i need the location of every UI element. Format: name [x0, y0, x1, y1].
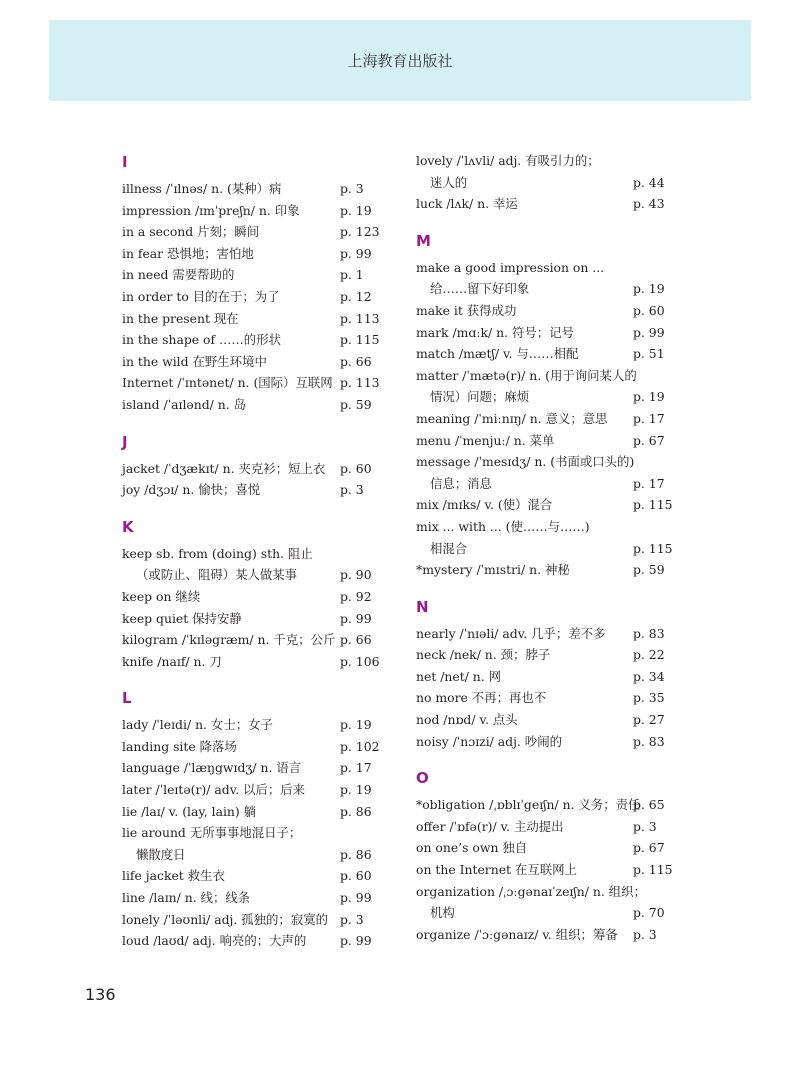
entry-page-ref: p. 83: [633, 625, 665, 641]
entry-term: line /laɪn/ n. 线；线条: [122, 890, 251, 906]
glossary-entry: [122, 543, 380, 565]
entry-term: 信息；消息: [430, 475, 492, 491]
glossary-entry: [416, 687, 678, 709]
entry-term: 相混合: [430, 540, 468, 556]
entry-term: in fear 恐惧地；害怕地: [122, 245, 254, 261]
entry-term: loud /laʊd/ adj. 响亮的；大声的: [122, 933, 307, 949]
glossary-entry: [122, 801, 380, 823]
entry-term: in a second 片刻；瞬间: [122, 224, 260, 240]
glossary-entry: [122, 178, 380, 200]
entry-page-ref: p. 99: [633, 324, 665, 340]
entry-term: keep quiet 保持安静: [122, 610, 242, 626]
entry-page-ref: p. 99: [340, 933, 372, 949]
entry-page-ref: p. 60: [340, 460, 372, 476]
entry-term: illness /ˈɪlnəs/ n. (某种）病: [122, 181, 282, 196]
glossary-entry: [122, 736, 380, 758]
glossary-entry: [416, 451, 678, 473]
glossary-entry: [416, 278, 678, 300]
entry-term: in the present 现在: [122, 310, 239, 326]
entry-term: offer /ˈɒfə(r)/ v. 主动提出: [416, 818, 564, 834]
glossary-entry: [416, 494, 678, 516]
entry-term: on the Internet 在互联网上: [416, 862, 577, 878]
glossary-entry: [122, 394, 380, 416]
section-letter: J: [122, 432, 128, 451]
entry-page-ref: p. 19: [340, 202, 372, 218]
entry-term: lonely /ˈləʊnli/ adj. 孤独的；寂寞的: [122, 911, 328, 927]
entry-term: 迷人的: [430, 174, 468, 190]
glossary-entry: [416, 538, 678, 560]
entry-term: knife /naɪf/ n. 刀: [122, 653, 222, 669]
entry-term: meaning /ˈmiːnɪŋ/ n. 意义；意思: [416, 410, 608, 426]
entry-term: lovely /ˈlʌvli/ adj. 有吸引力的；: [416, 153, 600, 168]
entry-term: message /ˈmesɪdʒ/ n. (书面或口头的): [416, 454, 635, 470]
entry-page-ref: p. 1: [340, 267, 364, 283]
glossary-entry: [122, 351, 380, 373]
entry-page-ref: p. 92: [340, 588, 372, 604]
entry-term: *mystery /ˈmɪstri/ n. 神秘: [416, 562, 570, 578]
entry-term: 给……留下好印象: [430, 281, 530, 297]
entry-page-ref: p. 19: [633, 389, 665, 405]
entry-page-ref: p. 60: [340, 868, 372, 884]
header-banner: [49, 20, 751, 101]
entry-page-ref: p. 17: [633, 475, 665, 491]
glossary-section: [122, 430, 380, 501]
entry-term: （或防止、阻碍）某人做某事: [136, 567, 298, 583]
entry-page-ref: p. 90: [340, 567, 372, 583]
glossary-section: [122, 686, 380, 952]
entry-page-ref: p. 19: [633, 281, 665, 297]
glossary-entry: [416, 322, 678, 344]
glossary-entry: [122, 608, 380, 630]
glossary-entry: [416, 881, 678, 903]
entry-page-ref: p. 113: [340, 310, 380, 326]
entry-page-ref: p. 27: [633, 712, 665, 728]
entry-page-ref: p. 99: [340, 610, 372, 626]
entry-term: lie around 无所事事地混日子；: [122, 825, 302, 841]
glossary-entry: [122, 651, 380, 673]
entry-page-ref: p. 113: [340, 375, 380, 391]
glossary-entry: [416, 257, 678, 279]
glossary-entry: [122, 909, 380, 931]
glossary-entry: [122, 372, 380, 394]
entry-term: 懒散度日: [136, 846, 186, 862]
entry-page-ref: p. 19: [340, 782, 372, 798]
glossary-entry: [122, 714, 380, 736]
entry-term: organize /ˈɔːgənaɪz/ v. 组织；筹备: [416, 926, 618, 942]
entry-term: in need 需要帮助的: [122, 267, 235, 283]
glossary-section: [122, 515, 380, 673]
entry-page-ref: p. 99: [340, 245, 372, 261]
entry-term: in order to 目的在于；为了: [122, 288, 280, 304]
glossary-entry: [416, 859, 678, 881]
glossary-section: [122, 150, 380, 416]
entry-page-ref: p. 35: [633, 690, 665, 706]
glossary-entry: [416, 902, 678, 924]
glossary-entry: [122, 329, 380, 351]
entry-term: keep sb. from (doing) sth. 阻止: [122, 545, 313, 561]
section-letter: O: [416, 769, 429, 788]
entry-page-ref: p. 22: [633, 647, 665, 663]
entry-page-ref: p. 106: [340, 653, 380, 669]
entry-term: 机构: [430, 905, 455, 921]
entry-page-ref: p. 17: [633, 410, 665, 426]
glossary-column-right: [416, 150, 678, 945]
entry-term: noisy /ˈnɔɪzi/ adj. 吵闹的: [416, 733, 562, 749]
entry-term: in the shape of ……的形状: [122, 332, 281, 348]
entry-page-ref: p. 66: [340, 353, 372, 369]
glossary-entry: [416, 150, 678, 172]
entry-term: life jacket 救生衣: [122, 868, 225, 884]
entry-page-ref: p. 102: [340, 738, 380, 754]
entry-term: make a good impression on ...: [416, 259, 605, 275]
entry-term: make it 获得成功: [416, 302, 517, 318]
glossary-entry: [416, 623, 678, 645]
entry-term: no more 不再；再也不: [416, 690, 547, 706]
section-letter: I: [122, 153, 128, 171]
glossary-entry: [122, 264, 380, 286]
section-letter: L: [122, 689, 132, 708]
entry-page-ref: p. 115: [633, 497, 673, 513]
entry-page-ref: p. 12: [340, 288, 372, 304]
entry-term: matter /ˈmætə(r)/ n. (用于询问某人的: [416, 367, 637, 383]
entry-term: jacket /ˈdʒækɪt/ n. 夹克衫；短上衣: [122, 460, 326, 476]
entry-page-ref: p. 60: [633, 302, 665, 318]
entry-page-ref: p. 43: [633, 196, 665, 212]
section-letter: M: [416, 231, 431, 250]
entry-term: net /net/ n. 网: [416, 668, 502, 684]
entry-term: neck /nek/ n. 颈；脖子: [416, 647, 551, 663]
glossary-entry: [416, 516, 678, 538]
glossary-section: [416, 229, 678, 581]
glossary-entry: [122, 887, 380, 909]
entry-page-ref: p. 115: [633, 540, 673, 556]
entry-term: lie /laɪ/ v. (lay, lain) 躺: [122, 803, 257, 819]
glossary-section: [416, 595, 678, 753]
glossary-entry: [416, 343, 678, 365]
glossary-entry: [416, 408, 678, 430]
glossary-entry: [416, 794, 678, 816]
entry-term: mix ... with ... (使……与……): [416, 518, 590, 534]
entry-page-ref: p. 3: [633, 926, 657, 942]
section-letter: N: [416, 597, 429, 616]
entry-page-ref: p. 3: [633, 818, 657, 834]
glossary-entry: [416, 386, 678, 408]
entry-term: later /ˈleɪtə(r)/ adv. 以后；后来: [122, 782, 306, 798]
glossary-entry: [416, 172, 678, 194]
entry-page-ref: p. 99: [340, 890, 372, 906]
entry-page-ref: p. 34: [633, 668, 665, 684]
glossary-entry: [416, 473, 678, 495]
entry-page-ref: p. 44: [633, 174, 665, 190]
entry-page-ref: p. 67: [633, 840, 665, 856]
entry-page-ref: p. 115: [633, 862, 673, 878]
entry-term: nearly /ˈnɪəli/ adv. 几乎；差不多: [416, 625, 606, 641]
entry-page-ref: p. 66: [340, 632, 372, 648]
entry-page-ref: p. 115: [340, 332, 380, 348]
entry-page-ref: p. 3: [340, 482, 364, 498]
glossary-entry: [416, 924, 678, 946]
entry-page-ref: p. 59: [340, 396, 372, 412]
glossary-entry: [416, 430, 678, 452]
glossary-entry: [122, 757, 380, 779]
glossary-column-left: [122, 150, 380, 952]
glossary-entry: [416, 644, 678, 666]
entry-term: landing site 降落场: [122, 738, 237, 754]
glossary-entry: [122, 243, 380, 265]
glossary-entry: [122, 308, 380, 330]
entry-page-ref: p. 17: [340, 760, 372, 776]
glossary-entry: [416, 816, 678, 838]
glossary-entry: [416, 365, 678, 387]
glossary-entry: [122, 286, 380, 308]
entry-page-ref: p. 86: [340, 803, 372, 819]
entry-page-ref: p. 67: [633, 432, 665, 448]
entry-term: impression /ɪmˈpreʃn/ n. 印象: [122, 202, 300, 218]
glossary-entry: [122, 479, 380, 501]
glossary-entry: [122, 458, 380, 480]
entry-term: menu /ˈmenjuː/ n. 菜单: [416, 432, 555, 448]
glossary-entry: [416, 300, 678, 322]
glossary-entry: [122, 779, 380, 801]
glossary-entry: [416, 731, 678, 753]
entry-term: island /ˈaɪlənd/ n. 岛: [122, 396, 247, 412]
entry-term: *obligation /ˌɒblɪˈgeɪʃn/ n. 义务；责任: [416, 797, 641, 813]
entry-page-ref: p. 123: [340, 224, 380, 240]
entry-term: mark /mɑːk/ n. 符号；记号: [416, 324, 574, 340]
glossary-entry: [122, 200, 380, 222]
entry-term: organization /ˌɔːgənaɪˈzeɪʃn/ n. 组织；: [416, 883, 646, 899]
glossary-entry: [416, 559, 678, 581]
entry-page-ref: p. 51: [633, 346, 665, 362]
entry-page-ref: p. 70: [633, 905, 665, 921]
entry-page-ref: p. 59: [633, 562, 665, 578]
entry-term: mix /mɪks/ v. (使）混合: [416, 497, 553, 513]
entry-term: luck /lʌk/ n. 幸运: [416, 196, 518, 212]
entry-term: on one’s own 独自: [416, 840, 528, 856]
glossary-entry: [416, 666, 678, 688]
glossary-section: [416, 766, 678, 945]
glossary-entry: [122, 865, 380, 887]
publisher-title: 上海教育出版社: [347, 52, 453, 70]
entry-term: nod /nɒd/ v. 点头: [416, 712, 518, 728]
entry-term: lady /ˈleɪdi/ n. 女士；女子: [122, 717, 273, 733]
glossary-entry: [122, 564, 380, 586]
entry-term: Internet /ˈɪntənet/ n. (国际）互联网: [122, 375, 333, 391]
section-letter: K: [122, 517, 134, 536]
entry-page-ref: p. 3: [340, 911, 364, 927]
entry-page-ref: p. 83: [633, 733, 665, 749]
entry-term: keep on 继续: [122, 588, 201, 604]
glossary-entry: [122, 844, 380, 866]
glossary-entry: [416, 709, 678, 731]
entry-page-ref: p. 19: [340, 717, 372, 733]
entry-page-ref: p. 65: [633, 797, 665, 813]
entry-term: joy /dʒɔɪ/ n. 愉快；喜悦: [122, 482, 261, 498]
glossary-entry: [416, 837, 678, 859]
glossary-entry: [416, 193, 678, 215]
glossary-entry: [122, 586, 380, 608]
page-number: 136: [85, 985, 116, 1004]
entry-page-ref: p. 3: [340, 181, 364, 196]
glossary-entry: [122, 930, 380, 952]
entry-term: kilogram /ˈkɪləgræm/ n. 千克；公斤: [122, 632, 336, 648]
entry-term: in the wild 在野生环境中: [122, 353, 267, 369]
glossary-entry: [122, 629, 380, 651]
glossary-section: [416, 150, 678, 215]
entry-term: match /mætʃ/ v. 与……相配: [416, 346, 579, 362]
glossary-entry: [122, 822, 380, 844]
entry-term: language /ˈlæŋgwɪdʒ/ n. 语言: [122, 760, 302, 776]
glossary-entry: [122, 221, 380, 243]
entry-page-ref: p. 86: [340, 846, 372, 862]
entry-term: 情况）问题；麻烦: [430, 389, 530, 405]
